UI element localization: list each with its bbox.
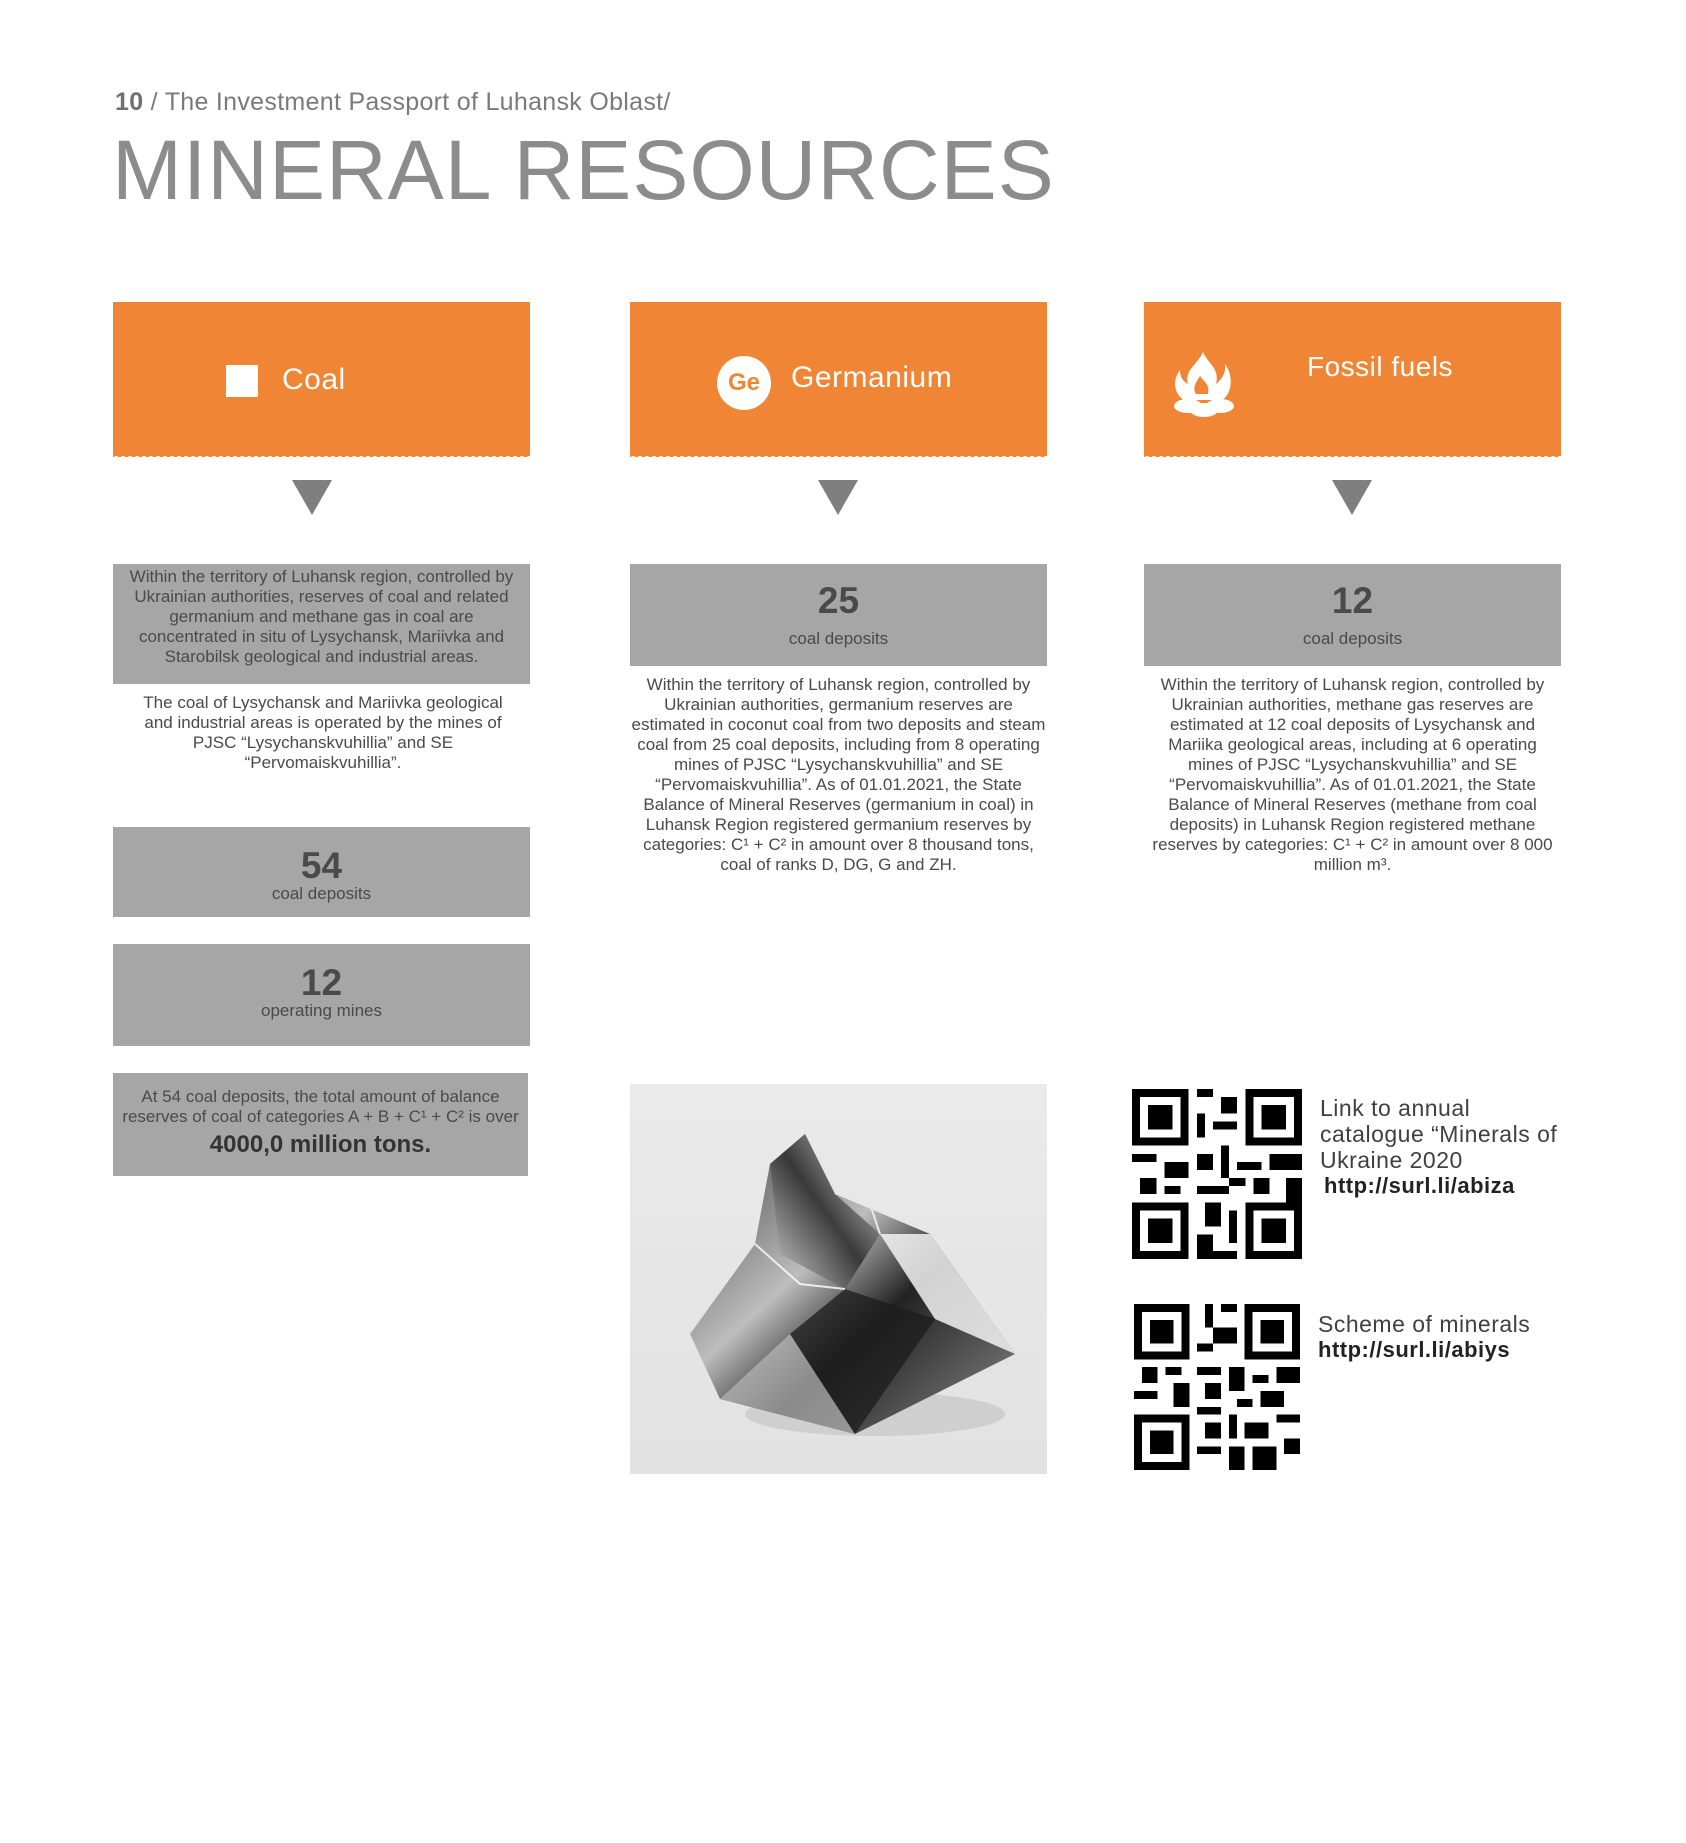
coal-intro-box (113, 564, 530, 684)
catalogue-link-url[interactable]: http://surl.li/abiza (1324, 1173, 1515, 1198)
scheme-link-block (1318, 1311, 1558, 1363)
coal-summary-box (113, 1073, 528, 1176)
coal-header (113, 302, 530, 457)
publication-title: / The Investment Passport of Luhansk Oblast/ (150, 88, 671, 116)
stat-label: coal deposits (788, 629, 889, 648)
catalogue-link-text: Link to annual catalogue “Minerals of Ukraine 2020 (1320, 1095, 1558, 1173)
coal-note: The coal of Lysychansk and Mariivka geological and industrial areas is operated by the mines of PJSC “Lysychanskvuhillia” and SE “Pervomaiskvuhillia”. (143, 693, 503, 772)
stat-value: 25 (817, 580, 860, 621)
scheme-link-url[interactable]: http://surl.li/abiys (1318, 1337, 1511, 1362)
page-number: 10 (115, 88, 144, 116)
page-title: MINERAL RESOURCES (112, 123, 1055, 217)
stat-label: coal deposits (271, 884, 372, 903)
coal-deposits-stat (113, 827, 530, 917)
coal-intro-text: Within the territory of Luhansk region, controlled by Ukrainian authorities, reserves of coal and related germanium and methane gas in coal are concentrated in situ of Lysychansk, Mariivka and Starobilsk geological and industrial areas. (129, 567, 514, 666)
fire-coal-icon (1170, 350, 1236, 420)
stat-label: coal deposits (1302, 629, 1403, 648)
germanium-photo (630, 1084, 1047, 1474)
germanium-rock-image (630, 1084, 1047, 1474)
germanium-ge-icon: Ge (717, 356, 771, 410)
germanium-header (630, 302, 1047, 457)
stat-label: operating mines (261, 1001, 382, 1020)
down-arrow-icon (1332, 480, 1372, 515)
catalogue-link-block (1320, 1095, 1560, 1199)
down-arrow-icon (818, 480, 858, 515)
running-header (115, 88, 671, 117)
operating-mines-stat (113, 944, 530, 1046)
stat-value: 54 (300, 845, 343, 886)
down-arrow-icon (292, 480, 332, 515)
stat-value: 12 (300, 962, 343, 1003)
fossil-fuels-header (1144, 302, 1561, 457)
fossil-fuels-label: Fossil fuels (1307, 351, 1454, 382)
germanium-label: Germanium (791, 361, 953, 394)
summary-text: At 54 coal deposits, the total amount of balance reserves of coal of categories A + B + C¹ + C² is over (122, 1087, 519, 1126)
qr-code-icon[interactable] (1132, 1089, 1302, 1259)
germanium-body: Within the territory of Luhansk region, controlled by Ukrainian authorities, germanium reserves are estimated in coconut coal from two deposits and steam coal from 25 coal deposits, including from 8 operating mines of PJSC “Lysychanskvuhillia” and SE “Pervomaiskvuhillia”. As of 01.01.2021, the State Balance of Mineral Reserves (germanium in coal) in Luhansk Region registered germanium reserves by categories: C¹ + C² in amount over 8 thousand tons, coal of ranks D, DG, G and ZH. (631, 675, 1046, 874)
summary-value: 4000,0 million tons. (209, 1131, 432, 1158)
square-icon (226, 365, 258, 397)
stat-value: 12 (1331, 580, 1374, 621)
fossil-fuels-stat (1144, 564, 1561, 666)
fossil-fuels-body: Within the territory of Luhansk region, controlled by Ukrainian authorities, methane gas reserves are estimated at 12 coal deposits of Lysychansk and Mariika geological areas, including at 6 operating mines of PJSC “Lysychanskvuhillia” and SE “Pervomaiskvuhillia”. As of 01.01.2021, the State Balance of Mineral Reserves (methane from coal deposits) in Luhansk Region registered methane reserves by categories: C¹ + C² in amount over 8 000 million m³. (1152, 675, 1553, 874)
coal-label: Coal (282, 363, 346, 396)
scheme-link-text: Scheme of minerals (1318, 1311, 1531, 1337)
qr-code-icon[interactable] (1134, 1304, 1300, 1470)
germanium-stat (630, 564, 1047, 666)
